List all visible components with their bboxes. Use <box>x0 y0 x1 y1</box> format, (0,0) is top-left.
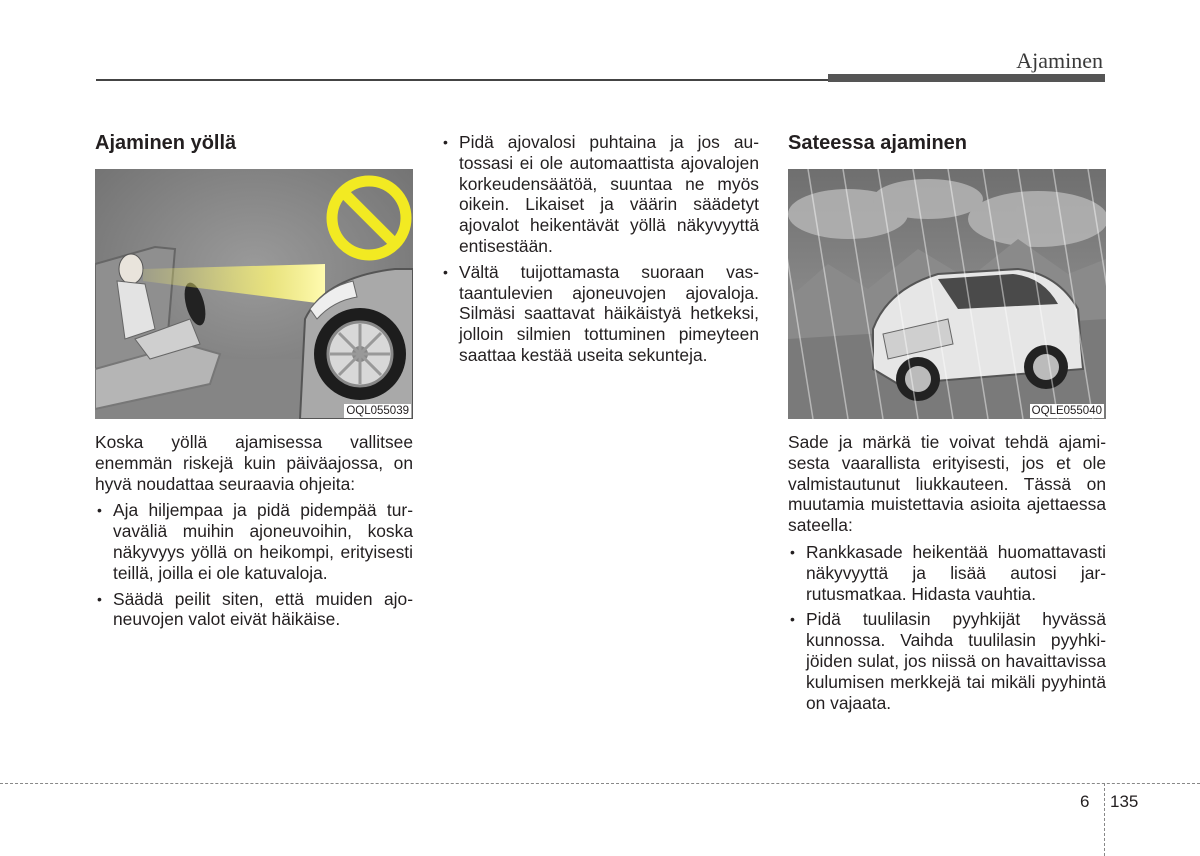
figure-rain-driving <box>788 169 1106 419</box>
night-glare-illustration <box>95 169 413 419</box>
footer-divider <box>1104 783 1105 856</box>
page-number: 135 <box>1110 792 1139 811</box>
column-night-driving-continued <box>441 130 759 371</box>
bullet-list <box>441 132 759 366</box>
header-rule <box>96 79 828 81</box>
list-item: • Säädä peilit siten, että muiden ajoneuvojen valot eivät häikäise. <box>95 589 413 631</box>
section-heading-night: Ajaminen yöllä <box>95 132 237 154</box>
bullet-list <box>788 542 1106 713</box>
list-item: • Pidä ajovalosi puhtaina ja jos autossasi ei ole automaattista ajovalojen korkeudensäätöä, suuntaa ne myös oikein. Likaiset ja väärin säädetyt ajovalot heikentävät yöllä näkyvyyttä entisestään. <box>441 132 759 257</box>
figure-code: OQL055039 <box>346 405 409 417</box>
intro-paragraph: Sade ja märkä tie voivat tehdä ajamisesta vaarallista erityisesti, jos et ole valmistautunut liukkauteen. Tässä on muutamia muistettavia asioita ajettaessa sateella: <box>788 432 1106 536</box>
figure-code: OQLE055040 <box>1031 405 1102 417</box>
rain-driving-illustration <box>788 169 1106 419</box>
chapter-number: 6 <box>1080 792 1090 811</box>
intro-paragraph: Koska yöllä ajamisessa vallitsee enemmän riskejä kuin päiväajossa, on hyvä noudattaa seuraavia ohjeita: <box>95 432 413 494</box>
list-item: • Vältä tuijottamasta suoraan vastaantulevien ajoneuvojen ajovaloja. Silmäsi saattavat häikäistyä hetkeksi, jolloin silmien tottuminen pimeyteen saattaa kestää useita sekunteja. <box>441 262 759 366</box>
list-item: • Pidä tuulilasin pyyhkijät hyvässä kunnossa. Vaihda tuulilasin pyyhkijöiden sulat, jos niissä on havaittavissa kulumisen merkkejä tai mikäli pyyhintä on vajaata. <box>788 609 1106 713</box>
column-rain-driving <box>788 130 1106 718</box>
footer-rule <box>0 783 1200 784</box>
header-rule-accent <box>828 74 1105 82</box>
column-night-driving <box>95 130 413 635</box>
section-heading-rain: Sateessa ajaminen <box>788 132 967 154</box>
list-item: • Rankkasade heikentää huomattavasti näkyvyyttä ja lisää autosi jarrutusmatkaa. Hidasta vauhtia. <box>788 542 1106 604</box>
figure-night-glare <box>95 169 413 419</box>
running-header: Ajaminen <box>1016 48 1103 73</box>
list-item: • Aja hiljempaa ja pidä pidempää turvaväliä muihin ajoneuvoihin, koska näkyvyys yöllä on heikompi, erityisesti teillä, joilla ei ole katuvaloja. <box>95 500 413 583</box>
bullet-list <box>95 500 413 630</box>
